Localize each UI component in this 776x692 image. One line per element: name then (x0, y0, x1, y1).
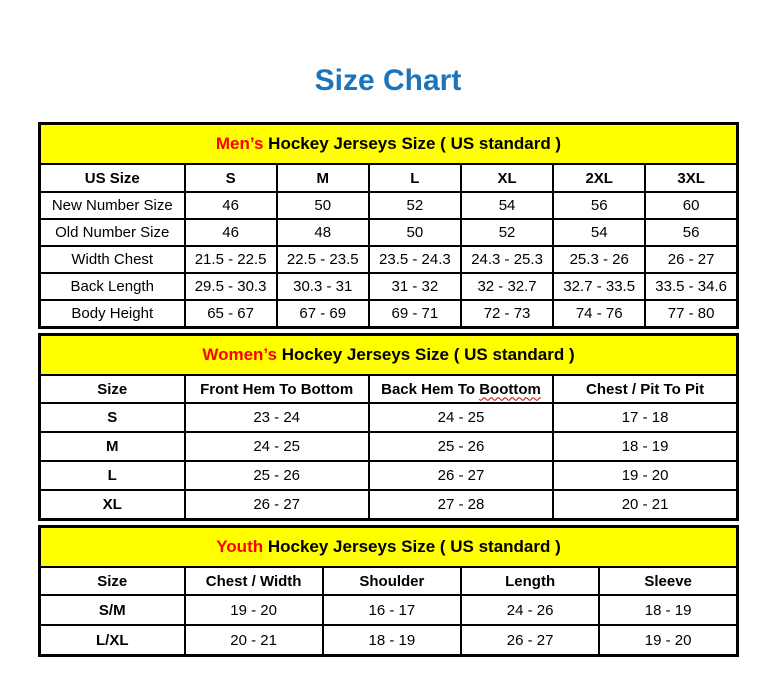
size-value-cell: 19 - 20 (553, 461, 737, 490)
column-header: M (277, 164, 369, 192)
table-row (40, 625, 738, 656)
size-value-cell: 29.5 - 30.3 (185, 273, 277, 300)
size-value-cell: 16 - 17 (323, 595, 461, 625)
size-tables-container (38, 122, 739, 657)
size-value-cell: 46 (185, 219, 277, 246)
row-label: L (40, 461, 185, 490)
youth-banner-text: Hockey Jerseys Size ( US standard ) (267, 537, 561, 556)
page-title: Size Chart (314, 64, 462, 97)
size-value-cell: 48 (277, 219, 369, 246)
row-label: Back Length (40, 273, 185, 300)
column-header: US Size (40, 164, 185, 192)
mens-size-table (38, 122, 739, 329)
row-label: M (40, 432, 185, 461)
size-value-cell: 20 - 21 (553, 490, 737, 520)
size-value-cell: 30.3 - 31 (277, 273, 369, 300)
size-value-cell: 65 - 67 (185, 300, 277, 328)
column-header: Length (461, 567, 599, 595)
size-value-cell: 26 - 27 (461, 625, 599, 656)
table-row (40, 300, 738, 328)
size-value-cell: 31 - 32 (369, 273, 461, 300)
size-value-cell: 26 - 27 (645, 246, 737, 273)
column-header: XL (461, 164, 553, 192)
column-header: Size (40, 567, 185, 595)
table-row (40, 490, 738, 520)
youth-banner (40, 527, 738, 568)
row-label: Width Chest (40, 246, 185, 273)
size-value-cell: 33.5 - 34.6 (645, 273, 737, 300)
size-value-cell: 50 (369, 219, 461, 246)
womens-banner (40, 335, 738, 376)
table-row (40, 461, 738, 490)
mens-header-row (40, 164, 738, 192)
mens-banner-row (40, 124, 738, 165)
table-row (40, 432, 738, 461)
column-header: 2XL (553, 164, 645, 192)
column-header (369, 375, 553, 403)
size-value-cell: 19 - 20 (599, 625, 737, 656)
womens-banner-row (40, 335, 738, 376)
row-label: Old Number Size (40, 219, 185, 246)
column-header: L (369, 164, 461, 192)
table-row (40, 246, 738, 273)
row-label: Body Height (40, 300, 185, 328)
size-value-cell: 25 - 26 (185, 461, 369, 490)
size-value-cell: 24 - 25 (185, 432, 369, 461)
size-value-cell: 32 - 32.7 (461, 273, 553, 300)
youth-banner-row (40, 527, 738, 568)
size-value-cell: 56 (645, 219, 737, 246)
size-value-cell: 25 - 26 (369, 432, 553, 461)
size-value-cell: 24.3 - 25.3 (461, 246, 553, 273)
size-value-cell: 74 - 76 (553, 300, 645, 328)
mens-banner-highlight: Men’s (215, 134, 264, 153)
mens-banner-text: Hockey Jerseys Size ( US standard ) (268, 134, 562, 153)
womens-size-table (38, 333, 739, 521)
row-label: S/M (40, 595, 185, 625)
column-header: Front Hem To Bottom (185, 375, 369, 403)
size-value-cell: 52 (461, 219, 553, 246)
row-label: XL (40, 490, 185, 520)
size-value-cell: 50 (277, 192, 369, 219)
youth-banner-highlight: Youth (216, 537, 264, 556)
size-value-cell: 32.7 - 33.5 (553, 273, 645, 300)
column-header-text: Back Hem To (381, 380, 476, 398)
column-header: Shoulder (323, 567, 461, 595)
size-value-cell: 18 - 19 (323, 625, 461, 656)
size-value-cell: 25.3 - 26 (553, 246, 645, 273)
column-header: 3XL (645, 164, 737, 192)
table-row (40, 219, 738, 246)
womens-header-row (40, 375, 738, 403)
size-value-cell: 24 - 25 (369, 403, 553, 432)
size-value-cell: 23 - 24 (185, 403, 369, 432)
table-row (40, 273, 738, 300)
womens-banner-highlight: Women’s (202, 345, 277, 364)
size-value-cell: 18 - 19 (599, 595, 737, 625)
row-label: L/XL (40, 625, 185, 656)
row-label: New Number Size (40, 192, 185, 219)
size-value-cell: 21.5 - 22.5 (185, 246, 277, 273)
size-value-cell: 60 (645, 192, 737, 219)
size-value-cell: 69 - 71 (369, 300, 461, 328)
size-value-cell: 20 - 21 (185, 625, 323, 656)
size-value-cell: 18 - 19 (553, 432, 737, 461)
table-row (40, 595, 738, 625)
column-header: Sleeve (599, 567, 737, 595)
size-value-cell: 54 (553, 219, 645, 246)
column-header: Chest / Width (185, 567, 323, 595)
size-value-cell: 24 - 26 (461, 595, 599, 625)
size-value-cell: 52 (369, 192, 461, 219)
column-header: S (185, 164, 277, 192)
misspelled-word: Boottom (479, 380, 541, 398)
size-value-cell: 26 - 27 (185, 490, 369, 520)
size-value-cell: 27 - 28 (369, 490, 553, 520)
size-value-cell: 77 - 80 (645, 300, 737, 328)
size-value-cell: 19 - 20 (185, 595, 323, 625)
mens-banner (40, 124, 738, 165)
size-value-cell: 67 - 69 (277, 300, 369, 328)
column-header: Chest / Pit To Pit (553, 375, 737, 403)
youth-size-table (38, 525, 739, 657)
size-value-cell: 72 - 73 (461, 300, 553, 328)
size-value-cell: 17 - 18 (553, 403, 737, 432)
size-value-cell: 23.5 - 24.3 (369, 246, 461, 273)
table-row (40, 403, 738, 432)
womens-banner-text: Hockey Jerseys Size ( US standard ) (281, 345, 575, 364)
table-row (40, 192, 738, 219)
size-value-cell: 26 - 27 (369, 461, 553, 490)
size-value-cell: 22.5 - 23.5 (277, 246, 369, 273)
youth-header-row (40, 567, 738, 595)
size-value-cell: 56 (553, 192, 645, 219)
row-label: S (40, 403, 185, 432)
size-value-cell: 54 (461, 192, 553, 219)
size-value-cell: 46 (185, 192, 277, 219)
column-header: Size (40, 375, 185, 403)
